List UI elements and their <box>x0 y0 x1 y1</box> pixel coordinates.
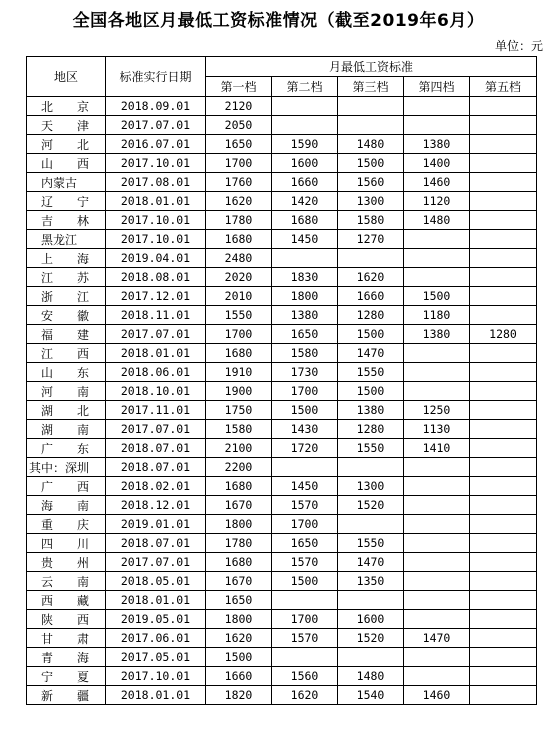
wage-level-4-cell <box>404 230 470 249</box>
region-cell: 云 南 <box>27 572 106 591</box>
table-row <box>27 325 537 344</box>
date-cell: 2018.01.01 <box>106 192 206 211</box>
date-cell: 2019.05.01 <box>106 610 206 629</box>
wage-level-3-cell: 1550 <box>338 534 404 553</box>
region-cell: 广 东 <box>27 439 106 458</box>
wage-level-1-cell: 1700 <box>206 325 272 344</box>
wage-level-4-cell <box>404 534 470 553</box>
region-cell: 内蒙古 <box>27 173 106 192</box>
wage-level-4-cell <box>404 591 470 610</box>
wage-level-2-cell <box>272 458 338 477</box>
table-row <box>27 363 537 382</box>
wage-level-2-cell: 1570 <box>272 496 338 515</box>
wage-level-2-cell: 1430 <box>272 420 338 439</box>
wage-level-4-cell: 1500 <box>404 287 470 306</box>
table-row <box>27 591 537 610</box>
wage-level-1-cell: 1650 <box>206 135 272 154</box>
wage-level-1-cell: 2020 <box>206 268 272 287</box>
wage-level-1-cell: 1680 <box>206 553 272 572</box>
wage-level-4-cell: 1120 <box>404 192 470 211</box>
region-cell: 广 西 <box>27 477 106 496</box>
wage-level-3-cell: 1270 <box>338 230 404 249</box>
table-row <box>27 572 537 591</box>
wage-level-2-cell: 1600 <box>272 154 338 173</box>
date-cell: 2018.02.01 <box>106 477 206 496</box>
region-cell: 辽 宁 <box>27 192 106 211</box>
region-cell: 西 藏 <box>27 591 106 610</box>
table-body <box>27 97 537 705</box>
table-row <box>27 553 537 572</box>
header-region: 地区 <box>27 57 106 97</box>
wage-level-1-cell: 1750 <box>206 401 272 420</box>
date-cell: 2016.07.01 <box>106 135 206 154</box>
wage-level-3-cell: 1280 <box>338 306 404 325</box>
region-cell: 四 川 <box>27 534 106 553</box>
region-cell: 山 西 <box>27 154 106 173</box>
wage-level-2-cell: 1650 <box>272 534 338 553</box>
wage-level-4-cell: 1460 <box>404 173 470 192</box>
wage-level-1-cell: 1680 <box>206 230 272 249</box>
header-date: 标准实行日期 <box>106 57 206 97</box>
wage-level-5-cell <box>470 629 537 648</box>
wage-level-4-cell: 1470 <box>404 629 470 648</box>
header-level-1: 第一档 <box>206 77 272 97</box>
region-cell: 河 北 <box>27 135 106 154</box>
region-cell: 宁 夏 <box>27 667 106 686</box>
wage-level-1-cell: 1700 <box>206 154 272 173</box>
wage-level-3-cell: 1580 <box>338 211 404 230</box>
wage-level-2-cell: 1700 <box>272 382 338 401</box>
wage-level-2-cell <box>272 97 338 116</box>
date-cell: 2017.11.01 <box>106 401 206 420</box>
region-cell: 河 南 <box>27 382 106 401</box>
unit-label: 单位：元 <box>494 39 543 53</box>
date-cell: 2018.07.01 <box>106 534 206 553</box>
date-cell: 2017.06.01 <box>106 629 206 648</box>
wage-level-4-cell: 1180 <box>404 306 470 325</box>
wage-level-2-cell: 1700 <box>272 610 338 629</box>
header-level-3: 第三档 <box>338 77 404 97</box>
wage-level-2-cell: 1720 <box>272 439 338 458</box>
table-row <box>27 534 537 553</box>
wage-level-5-cell <box>470 97 537 116</box>
region-cell: 上 海 <box>27 249 106 268</box>
table-row <box>27 686 537 705</box>
wage-level-3-cell: 1470 <box>338 344 404 363</box>
wage-level-1-cell: 1620 <box>206 192 272 211</box>
wage-level-2-cell: 1580 <box>272 344 338 363</box>
date-cell: 2017.08.01 <box>106 173 206 192</box>
table-row <box>27 154 537 173</box>
date-cell: 2017.10.01 <box>106 667 206 686</box>
wage-level-5-cell <box>470 439 537 458</box>
wage-level-2-cell: 1800 <box>272 287 338 306</box>
region-cell: 福 建 <box>27 325 106 344</box>
wage-level-5-cell <box>470 572 537 591</box>
wage-level-4-cell <box>404 97 470 116</box>
wage-level-5-cell <box>470 458 537 477</box>
wage-level-5-cell <box>470 154 537 173</box>
wage-level-1-cell: 2010 <box>206 287 272 306</box>
wage-level-2-cell: 1660 <box>272 173 338 192</box>
wage-level-2-cell <box>272 249 338 268</box>
date-cell: 2017.10.01 <box>106 154 206 173</box>
date-cell: 2017.12.01 <box>106 287 206 306</box>
table-row <box>27 648 537 667</box>
region-cell: 北 京 <box>27 97 106 116</box>
wage-level-3-cell: 1500 <box>338 382 404 401</box>
date-cell: 2018.12.01 <box>106 496 206 515</box>
header-level-4: 第四档 <box>404 77 470 97</box>
wage-level-4-cell <box>404 610 470 629</box>
wage-level-4-cell: 1380 <box>404 135 470 154</box>
wage-level-3-cell: 1620 <box>338 268 404 287</box>
wage-level-1-cell: 2100 <box>206 439 272 458</box>
wage-level-5-cell <box>470 648 537 667</box>
date-cell: 2017.07.01 <box>106 116 206 135</box>
wage-level-3-cell: 1500 <box>338 154 404 173</box>
wage-level-5-cell <box>470 344 537 363</box>
wage-level-5-cell <box>470 211 537 230</box>
wage-level-1-cell: 1760 <box>206 173 272 192</box>
wage-level-3-cell <box>338 648 404 667</box>
wage-level-4-cell: 1130 <box>404 420 470 439</box>
wage-level-3-cell: 1520 <box>338 629 404 648</box>
region-cell: 重 庆 <box>27 515 106 534</box>
wage-level-3-cell: 1560 <box>338 173 404 192</box>
wage-level-1-cell: 2050 <box>206 116 272 135</box>
date-cell: 2017.10.01 <box>106 230 206 249</box>
table-row <box>27 610 537 629</box>
wage-level-2-cell <box>272 591 338 610</box>
wage-level-5-cell <box>470 306 537 325</box>
wage-level-2-cell: 1680 <box>272 211 338 230</box>
wage-level-4-cell <box>404 382 470 401</box>
wage-level-3-cell: 1480 <box>338 667 404 686</box>
table-row <box>27 344 537 363</box>
wage-level-2-cell: 1570 <box>272 629 338 648</box>
table-row <box>27 306 537 325</box>
wage-level-2-cell: 1700 <box>272 515 338 534</box>
wage-level-4-cell <box>404 496 470 515</box>
table-row <box>27 268 537 287</box>
header-level-2: 第二档 <box>272 77 338 97</box>
wage-level-4-cell: 1480 <box>404 211 470 230</box>
wage-level-1-cell: 1680 <box>206 477 272 496</box>
wage-level-1-cell: 1500 <box>206 648 272 667</box>
wage-level-3-cell: 1550 <box>338 439 404 458</box>
wage-level-3-cell: 1350 <box>338 572 404 591</box>
wage-level-5-cell <box>470 173 537 192</box>
wage-level-2-cell: 1730 <box>272 363 338 382</box>
wage-level-1-cell: 1650 <box>206 591 272 610</box>
wage-level-4-cell <box>404 648 470 667</box>
wage-level-4-cell: 1400 <box>404 154 470 173</box>
table-row <box>27 667 537 686</box>
region-cell: 吉 林 <box>27 211 106 230</box>
region-cell: 湖 南 <box>27 420 106 439</box>
wage-level-3-cell: 1380 <box>338 401 404 420</box>
wage-level-5-cell <box>470 667 537 686</box>
wage-level-4-cell <box>404 363 470 382</box>
wage-level-1-cell: 1820 <box>206 686 272 705</box>
wage-level-4-cell <box>404 667 470 686</box>
date-cell: 2018.07.01 <box>106 458 206 477</box>
date-cell: 2019.04.01 <box>106 249 206 268</box>
header-level-5: 第五档 <box>470 77 537 97</box>
wage-level-2-cell: 1450 <box>272 230 338 249</box>
wage-level-3-cell <box>338 591 404 610</box>
region-cell: 新 疆 <box>27 686 106 705</box>
wage-level-5-cell <box>470 610 537 629</box>
table-row <box>27 477 537 496</box>
wage-level-2-cell <box>272 116 338 135</box>
wage-level-2-cell: 1380 <box>272 306 338 325</box>
wage-level-2-cell <box>272 648 338 667</box>
region-cell: 天 津 <box>27 116 106 135</box>
table-row <box>27 629 537 648</box>
table-row <box>27 287 537 306</box>
date-cell: 2018.01.01 <box>106 344 206 363</box>
table-row <box>27 211 537 230</box>
wage-level-2-cell: 1500 <box>272 401 338 420</box>
region-cell: 江 西 <box>27 344 106 363</box>
wage-level-2-cell: 1650 <box>272 325 338 344</box>
wage-level-5-cell <box>470 420 537 439</box>
wage-level-1-cell: 2120 <box>206 97 272 116</box>
wage-level-5-cell <box>470 496 537 515</box>
date-cell: 2018.05.01 <box>106 572 206 591</box>
region-cell: 湖 北 <box>27 401 106 420</box>
wage-level-4-cell <box>404 458 470 477</box>
region-cell: 其中：深圳 <box>27 458 106 477</box>
wage-level-3-cell: 1280 <box>338 420 404 439</box>
wage-level-4-cell <box>404 116 470 135</box>
wage-level-3-cell <box>338 97 404 116</box>
wage-level-4-cell <box>404 515 470 534</box>
wage-level-2-cell: 1500 <box>272 572 338 591</box>
wage-level-5-cell <box>470 591 537 610</box>
page-title: 全国各地区月最低工资标准情况（截至2019年6月） <box>72 11 485 31</box>
wage-level-3-cell: 1470 <box>338 553 404 572</box>
wage-level-2-cell: 1570 <box>272 553 338 572</box>
wage-level-1-cell: 1620 <box>206 629 272 648</box>
date-cell: 2018.10.01 <box>106 382 206 401</box>
table-row <box>27 135 537 154</box>
wage-level-1-cell: 1780 <box>206 211 272 230</box>
wage-level-3-cell <box>338 249 404 268</box>
wage-level-4-cell: 1410 <box>404 439 470 458</box>
wage-level-3-cell <box>338 515 404 534</box>
wage-level-2-cell: 1560 <box>272 667 338 686</box>
minimum-wage-table <box>26 56 537 705</box>
wage-level-1-cell: 1660 <box>206 667 272 686</box>
table-row <box>27 97 537 116</box>
wage-level-5-cell <box>470 192 537 211</box>
wage-level-4-cell <box>404 553 470 572</box>
wage-level-2-cell: 1420 <box>272 192 338 211</box>
table-row <box>27 420 537 439</box>
region-cell: 甘 肃 <box>27 629 106 648</box>
region-cell: 山 东 <box>27 363 106 382</box>
wage-level-1-cell: 1670 <box>206 496 272 515</box>
wage-level-4-cell <box>404 344 470 363</box>
wage-level-2-cell: 1620 <box>272 686 338 705</box>
date-cell: 2018.11.01 <box>106 306 206 325</box>
date-cell: 2018.07.01 <box>106 439 206 458</box>
date-cell: 2017.10.01 <box>106 211 206 230</box>
wage-level-3-cell: 1300 <box>338 477 404 496</box>
date-cell: 2018.09.01 <box>106 97 206 116</box>
wage-level-3-cell <box>338 458 404 477</box>
wage-level-4-cell: 1380 <box>404 325 470 344</box>
wage-level-5-cell <box>470 401 537 420</box>
table-row <box>27 382 537 401</box>
wage-level-5-cell <box>470 287 537 306</box>
wage-level-5-cell <box>470 116 537 135</box>
region-cell: 黑龙江 <box>27 230 106 249</box>
wage-level-1-cell: 1580 <box>206 420 272 439</box>
wage-level-5-cell <box>470 230 537 249</box>
table-row <box>27 173 537 192</box>
wage-level-2-cell: 1450 <box>272 477 338 496</box>
wage-level-5-cell <box>470 135 537 154</box>
date-cell: 2017.07.01 <box>106 420 206 439</box>
region-cell: 江 苏 <box>27 268 106 287</box>
wage-level-3-cell: 1300 <box>338 192 404 211</box>
wage-level-4-cell: 1460 <box>404 686 470 705</box>
date-cell: 2018.08.01 <box>106 268 206 287</box>
date-cell: 2019.01.01 <box>106 515 206 534</box>
region-cell: 海 南 <box>27 496 106 515</box>
table-row <box>27 496 537 515</box>
date-cell: 2017.05.01 <box>106 648 206 667</box>
wage-level-3-cell: 1550 <box>338 363 404 382</box>
wage-level-4-cell <box>404 249 470 268</box>
wage-level-5-cell <box>470 382 537 401</box>
wage-level-5-cell <box>470 249 537 268</box>
table-row <box>27 249 537 268</box>
date-cell: 2017.07.01 <box>106 325 206 344</box>
wage-level-1-cell: 1780 <box>206 534 272 553</box>
wage-level-3-cell: 1540 <box>338 686 404 705</box>
wage-level-1-cell: 1800 <box>206 610 272 629</box>
region-cell: 浙 江 <box>27 287 106 306</box>
wage-level-3-cell: 1500 <box>338 325 404 344</box>
table-row <box>27 515 537 534</box>
date-cell: 2017.07.01 <box>106 553 206 572</box>
table-row <box>27 401 537 420</box>
wage-level-5-cell <box>470 686 537 705</box>
wage-level-2-cell: 1590 <box>272 135 338 154</box>
wage-level-1-cell: 1910 <box>206 363 272 382</box>
table-row <box>27 230 537 249</box>
region-cell: 安 徽 <box>27 306 106 325</box>
wage-level-3-cell: 1600 <box>338 610 404 629</box>
wage-level-1-cell: 1800 <box>206 515 272 534</box>
wage-level-1-cell: 1680 <box>206 344 272 363</box>
wage-level-5-cell <box>470 477 537 496</box>
wage-level-2-cell: 1830 <box>272 268 338 287</box>
wage-level-5-cell <box>470 363 537 382</box>
wage-level-3-cell: 1520 <box>338 496 404 515</box>
wage-level-4-cell <box>404 268 470 287</box>
wage-level-5-cell <box>470 553 537 572</box>
date-cell: 2018.01.01 <box>106 591 206 610</box>
wage-level-1-cell: 1550 <box>206 306 272 325</box>
wage-level-3-cell <box>338 116 404 135</box>
table-row <box>27 192 537 211</box>
wage-level-5-cell <box>470 515 537 534</box>
date-cell: 2018.06.01 <box>106 363 206 382</box>
wage-level-5-cell <box>470 268 537 287</box>
table-row <box>27 458 537 477</box>
table-row <box>27 116 537 135</box>
wage-level-4-cell: 1250 <box>404 401 470 420</box>
wage-level-3-cell: 1660 <box>338 287 404 306</box>
wage-level-1-cell: 1900 <box>206 382 272 401</box>
region-cell: 青 海 <box>27 648 106 667</box>
region-cell: 陕 西 <box>27 610 106 629</box>
region-cell: 贵 州 <box>27 553 106 572</box>
wage-level-4-cell <box>404 572 470 591</box>
wage-level-1-cell: 2200 <box>206 458 272 477</box>
wage-level-5-cell <box>470 534 537 553</box>
wage-level-4-cell <box>404 477 470 496</box>
date-cell: 2018.01.01 <box>106 686 206 705</box>
wage-level-1-cell: 2480 <box>206 249 272 268</box>
wage-level-3-cell: 1480 <box>338 135 404 154</box>
table-row <box>27 439 537 458</box>
wage-level-5-cell: 1280 <box>470 325 537 344</box>
header-wage-group: 月最低工资标准 <box>206 57 537 77</box>
wage-level-1-cell: 1670 <box>206 572 272 591</box>
